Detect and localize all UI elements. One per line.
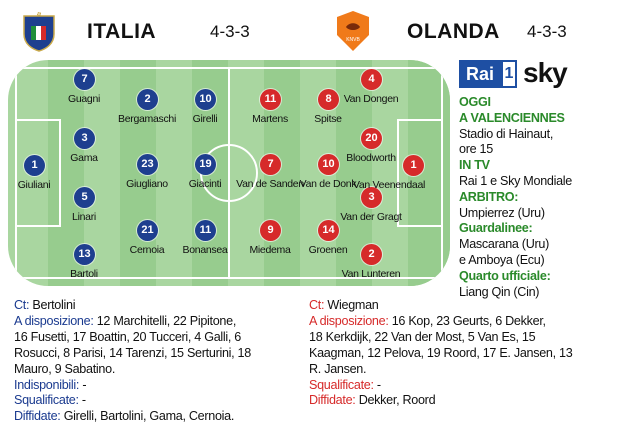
match-info: OGGI A VALENCIENNES Stadio di Hainaut, ore 15 IN TV Rai 1 e Sky Mondiale ARBITRO: Umpierrez (Uru) Guardalinee: Mascarana (Uru) e Amboya (Ecu) Quarto ufficiale: Liang Qin (Cin) — [459, 95, 573, 299]
netherlands-crest-text: KNVB — [346, 37, 360, 43]
netherlands-crest-icon — [335, 10, 371, 52]
netherlands-formation: 4-3-3 — [527, 22, 567, 41]
rai1-logo: Rai 1 — [459, 60, 517, 88]
netherlands-squad-info: Ct: Wiegman A disposizione: 16 Kop, 23 Geurts, 6 Dekker, 18 Kerkdijk, 22 Van der Most, 5 Van Es, 15 Kaagman, 12 Pelova, 19 Roord, 17 E. Jansen, 13 R. Jansen. Squalificate: - Diffidate: Dekker, Roord — [309, 298, 573, 408]
italy-crest-text: ITALIA — [31, 11, 47, 17]
italy-formation: 4-3-3 — [210, 22, 250, 41]
pitch: 1 Giuliani 7 Guagni 3 Gama 5 Linari 13 Bartoli 2 Bergamaschi 23 Giugliano 21 Cernoia 10 Girelli 19 Giacinti 11 Bonansea 11 Martens 7 Van de Sanden 9 Miedema 8 Spitse 10 Van de Donk 14 Groenen 4 Van Dongen 20 Bloodworth 3 Van der Gragt 2 Van Lunteren 1 Van Veenendaal — [8, 60, 450, 286]
italy-team-name: ITALIA — [87, 20, 157, 43]
netherlands-team-name: OLANDA — [407, 20, 500, 43]
italy-squad-info: Ct: Bertolini A disposizione: 12 Marchitelli, 22 Pipitone, 16 Fusetti, 17 Boattin, 20 Tucceri, 4 Galli, 6 Rosucci, 8 Parisi, 14 Tarenzi, 15 Serturini, 18 Mauro, 9 Sabatino. Indisponibili: - Squalificate: - Diffidate: Girelli, Bartolini, Gama, Cernoia. — [14, 298, 251, 424]
sky-logo: sky — [523, 57, 567, 88]
